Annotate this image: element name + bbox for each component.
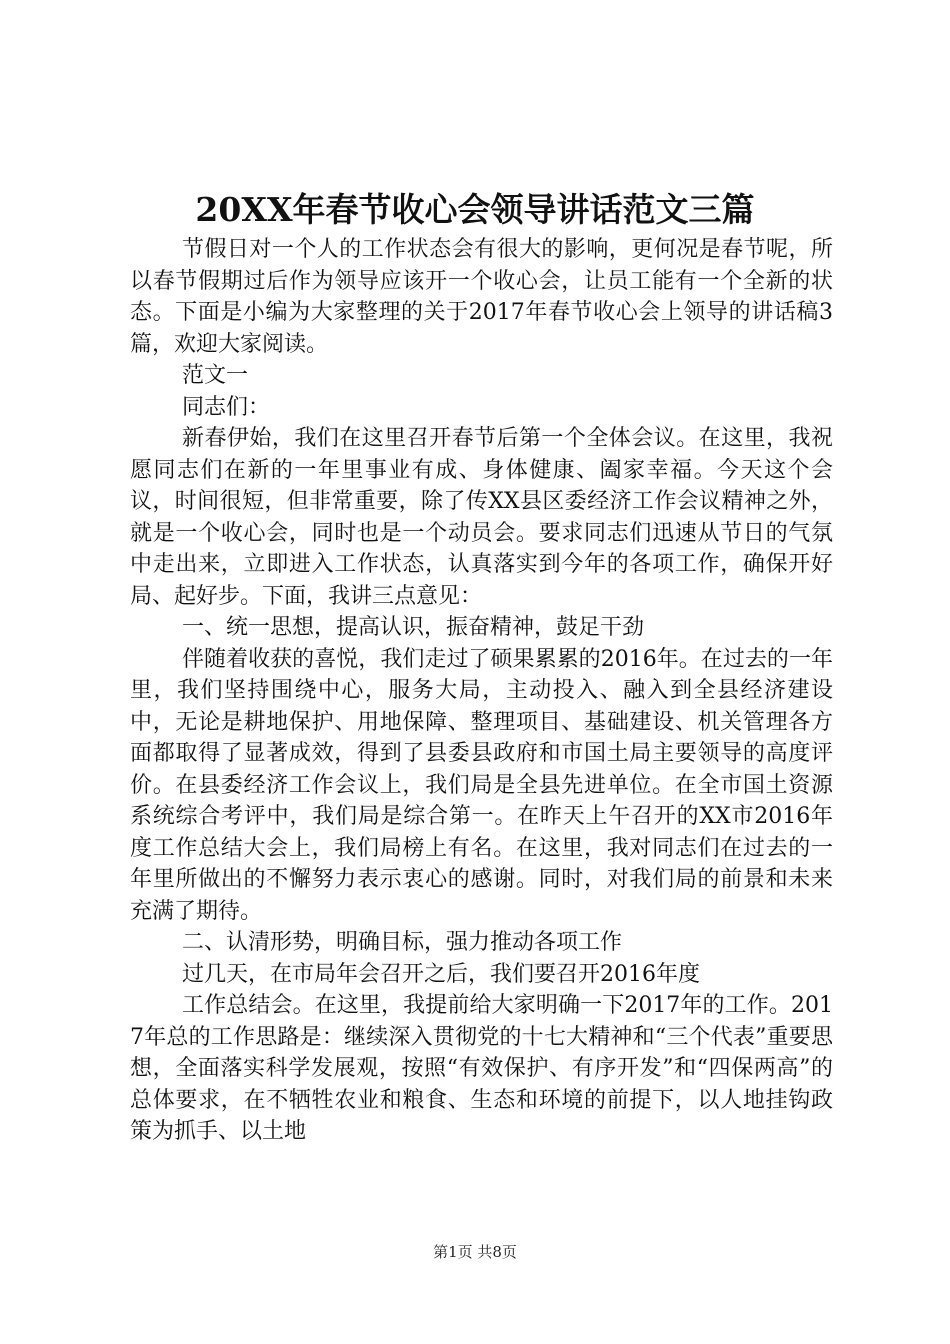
document-body [130, 234, 833, 1148]
paragraph-opening: 新春伊始，我们在这里召开春节后第一个全体会议。在这里，我祝愿同志们在新的一年里事业有成、身体健康、阖家幸福。今天这个会议，时间很短，但非常重要，除了传XX县区委经济工作会议精神之外，就是一个收心会，同时也是一个动员会。要求同志们迅速从节日的气氛中走出来，立即进入工作状态，认真落实到今年的各项工作，确保开好局、起好步。下面，我讲三点意见： [130, 426, 833, 609]
paragraph-salutation: 同志们： [182, 394, 271, 420]
paragraph-intro: 节假日对一个人的工作状态会有很大的影响，更何况是春节呢，所以春节假期过后作为领导应该开一个收心会，让员工能有一个全新的状态。下面是小编为大家整理的关于2017年春节收心会上领导的讲话稿3篇，欢迎大家阅读。 [130, 237, 833, 357]
paragraph-work-plan: 工作总结会。在这里，我提前给大家明确一下2017年的工作。2017年总的工作思路是：继续深入贯彻党的十七大精神和“三个代表”重要思想，全面落实科学发展观，按照“有效保护、有序开发”和“四保两高”的总体要求，在不牺牲农业和粮食、生态和环境的前提下，以人地挂钩政策为抓手、以土地 [130, 993, 833, 1144]
paragraph-review: 伴随着收获的喜悦，我们走过了硕果累累的2016年。在过去的一年里，我们坚持围绕中心，服务大局，主动投入、融入到全县经济建设中，无论是耕地保护、用地保障、整理项目、基础建设、机关管理各方面都取得了显著成效，得到了县委县政府和市国土局主要领导的高度评价。在县委经济工作会议上，我们局是全县先进单位。在全市国土资源系统综合考评中，我们局是综合第一。在昨天上午召开的XX市2016年度工作总结大会上，我们局榜上有名。在这里，我对同志们在过去的一年里所做出的不懈努力表示衷心的感谢。同时，对我们局的前景和未来充满了期待。 [130, 646, 833, 924]
document-title: 20XX年春节收心会领导讲话范文三篇 [195, 190, 755, 229]
paragraph-announcement: 过几天，在市局年会召开之后，我们要召开2016年度 [182, 961, 700, 987]
paragraph-section-label: 范文一 [182, 363, 249, 388]
paragraph-heading-two: 二、认清形势，明确目标，强力推动各项工作 [182, 930, 623, 955]
page-footer: 第1页 共8页 [433, 1243, 517, 1261]
paragraph-heading-one: 一、统一思想，提高认识，振奋精神，鼓足干劲 [182, 615, 645, 640]
